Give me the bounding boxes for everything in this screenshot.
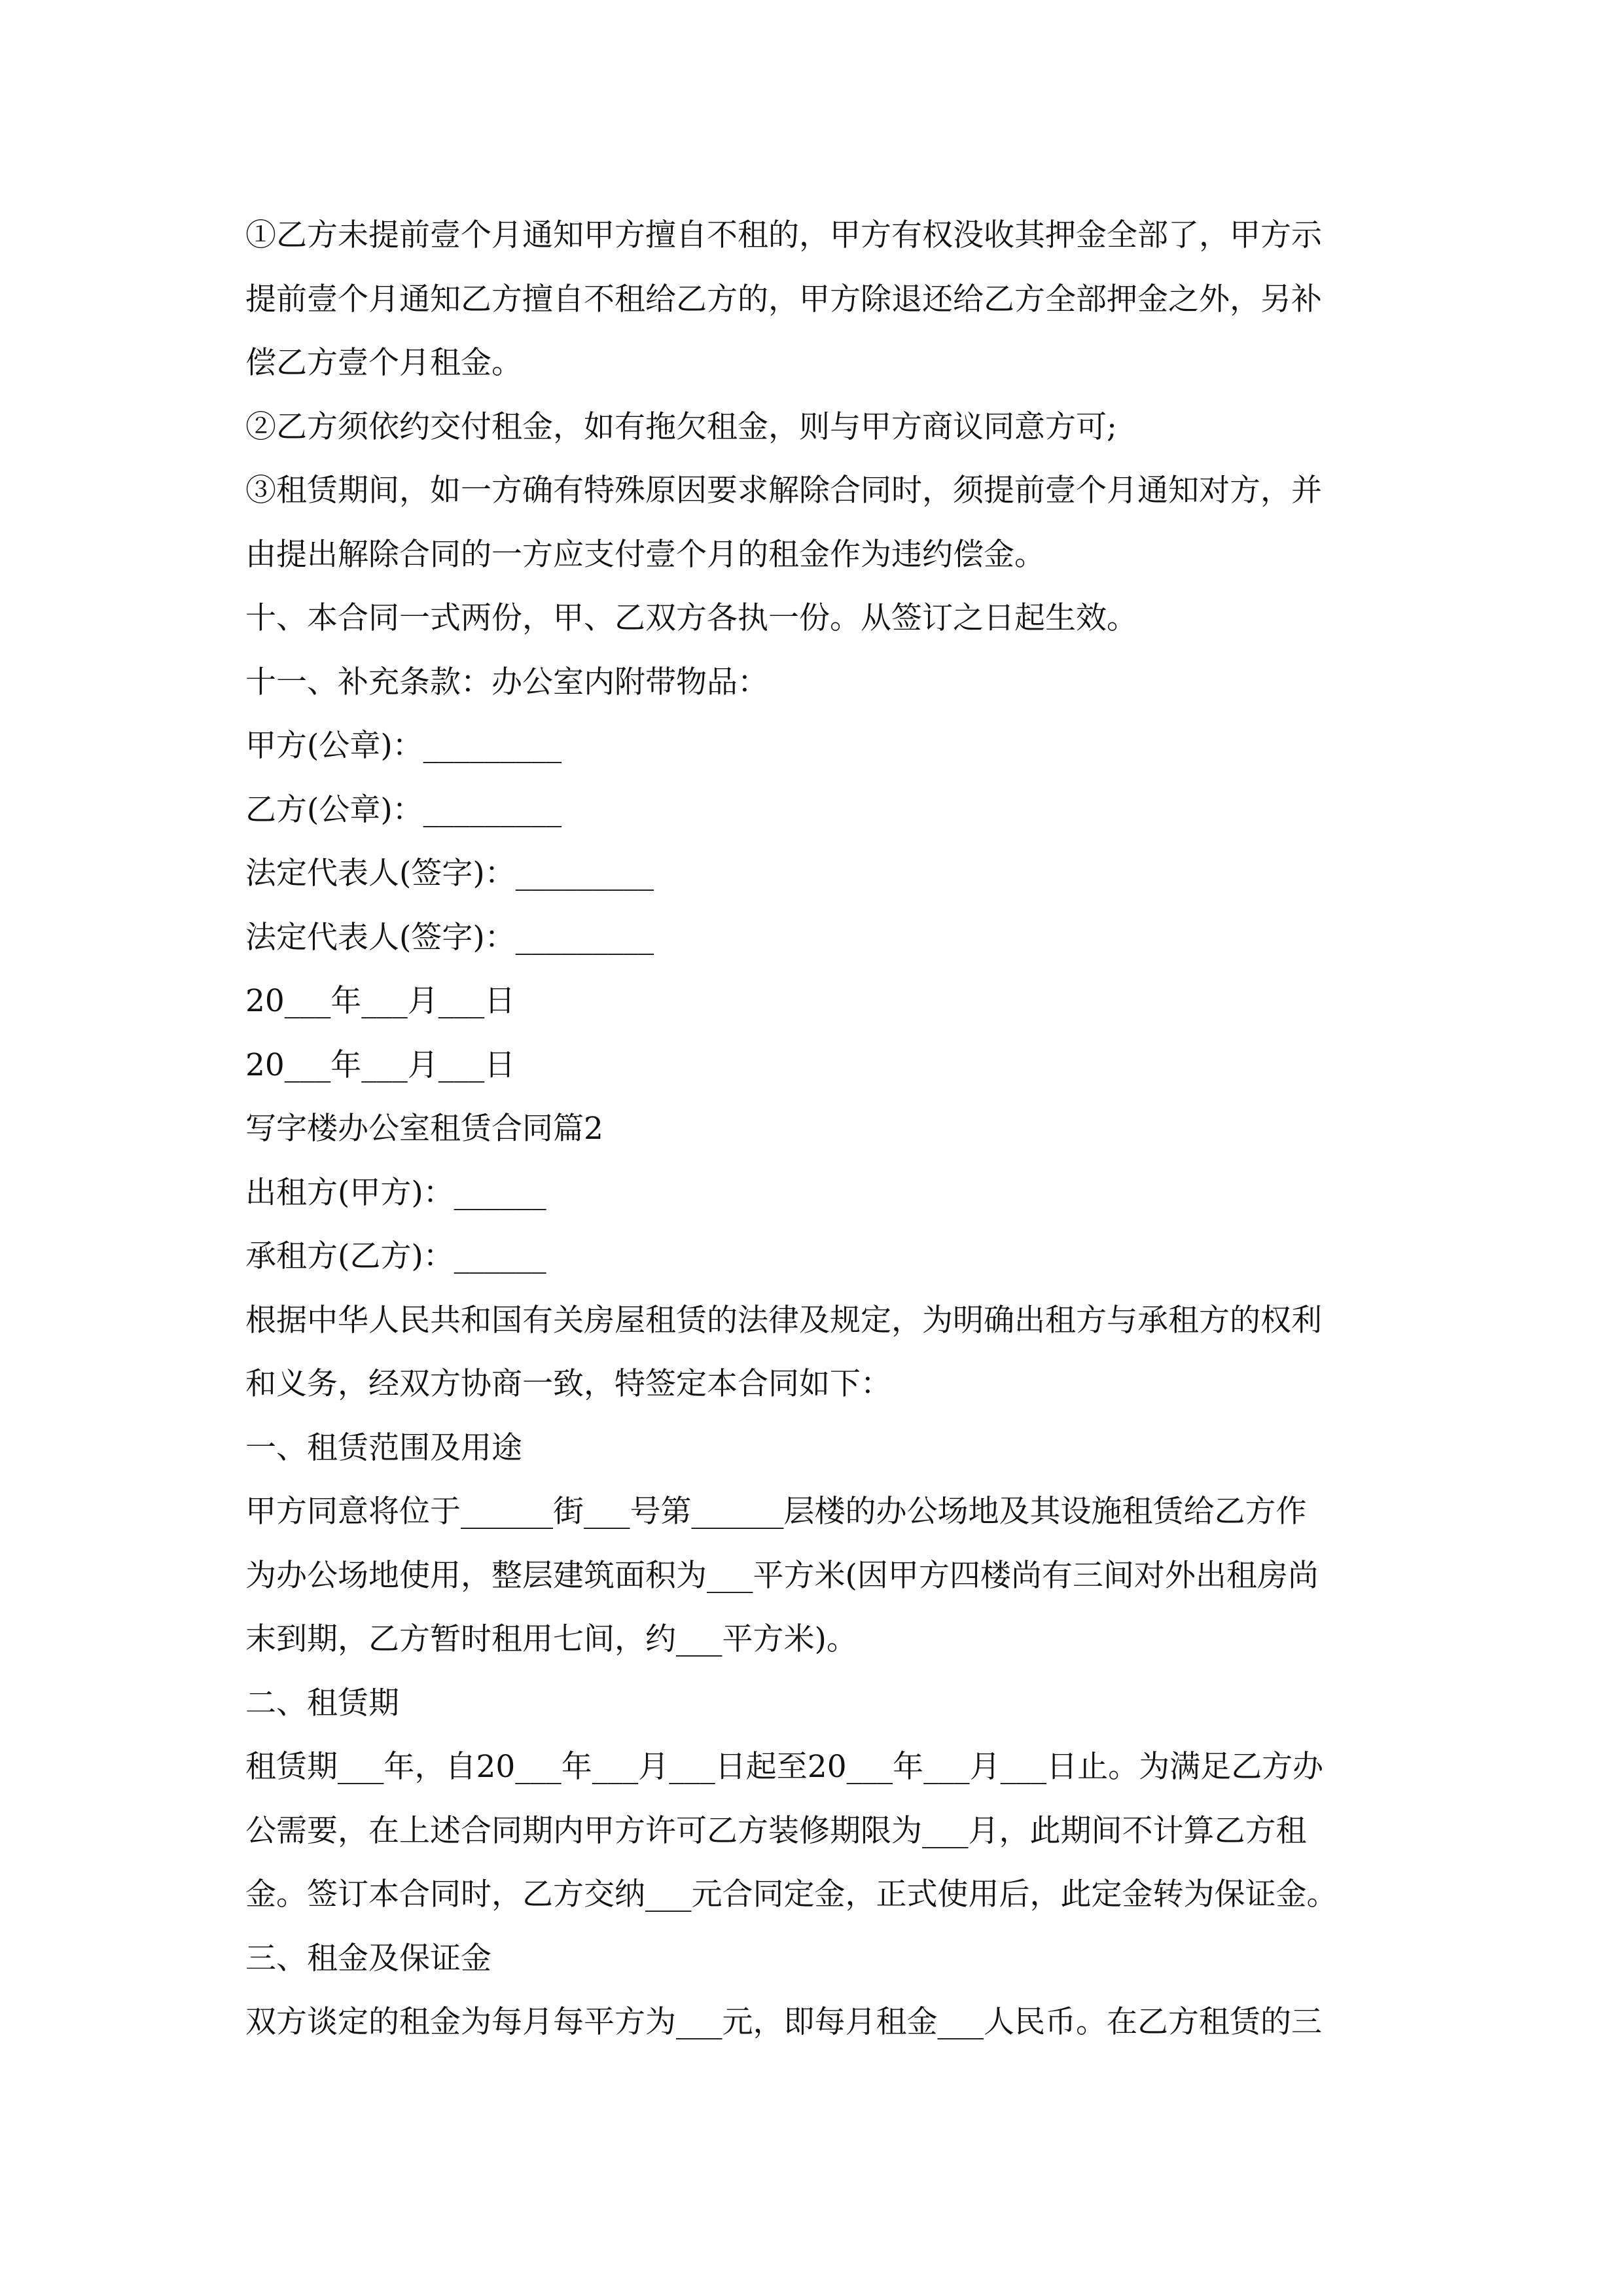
- clause-heading: 二、租赁期: [245, 1685, 399, 1721]
- party-line: 承租方(乙方)：______: [245, 1238, 546, 1274]
- text-line: ②乙方须依约交付租金，如有拖欠租金，则与甲方商议同意方可;: [245, 408, 1117, 445]
- text-line: 十、本合同一式两份，甲、乙双方各执一份。从签订之日起生效。: [245, 600, 1137, 636]
- text-line: 由提出解除合同的一方应支付壹个月的租金作为违约偿金。: [245, 536, 1045, 573]
- text-line: 公需要，在上述合同期内甲方许可乙方装修期限为___月，此期间不计算乙方租: [245, 1812, 1307, 1849]
- text-line: 和义务，经双方协商一致，特签定本合同如下：: [245, 1366, 891, 1402]
- clause-heading: 三、租金及保证金: [245, 1940, 491, 1977]
- party-line: 出租方(甲方)：______: [245, 1174, 546, 1211]
- text-line: 甲方同意将位于______街___号第______层楼的办公场地及其设施租赁给乙方作: [245, 1494, 1307, 1530]
- text-line: 双方谈定的租金为每月每平方为___元，即每月租金___人民币。在乙方租赁的三: [245, 2004, 1322, 2040]
- signature-line: 甲方(公章)：_________: [245, 728, 562, 764]
- text-line: 末到期，乙方暂时租用七间，约___平方米)。: [245, 1621, 857, 1657]
- text-line: 金。签订本合同时，乙方交纳___元合同定金，正式使用后，此定金转为保证金。: [245, 1876, 1338, 1912]
- signature-line: 法定代表人(签字)：_________: [245, 855, 654, 891]
- signature-line: 乙方(公章)：_________: [245, 791, 562, 828]
- text-line: 根据中华人民共和国有关房屋租赁的法律及规定，为明确出租方与承租方的权利: [245, 1302, 1322, 1338]
- document-body: [245, 204, 1394, 2054]
- text-line: 提前壹个月通知乙方擅自不租给乙方的，甲方除退还给乙方全部押金之外，另补: [245, 281, 1322, 317]
- date-line: 20___年___月___日: [245, 983, 516, 1019]
- date-line: 20___年___月___日: [245, 1047, 516, 1083]
- text-line: 租赁期___年，自20___年___月___日起至20___年___月___日止。为满足乙方办: [245, 1749, 1324, 1785]
- signature-line: 法定代表人(签字)：_________: [245, 919, 654, 956]
- clause-heading: 一、租赁范围及用途: [245, 1429, 522, 1466]
- text-line: 为办公场地使用，整层建筑面积为___平方米(因甲方四楼尚有三间对外出租房尚: [245, 1557, 1319, 1594]
- text-line: ③租赁期间，如一方确有特殊原因要求解除合同时，须提前壹个月通知对方，并: [245, 473, 1322, 509]
- section-title: 写字楼办公室租赁合同篇2: [245, 1111, 603, 1147]
- text-line: ①乙方未提前壹个月通知甲方擅自不租的，甲方有权没收其押金全部了，甲方示: [245, 217, 1322, 253]
- text-line: 十一、补充条款：办公室内附带物品：: [245, 664, 768, 700]
- text-line: 偿乙方壹个月租金。: [245, 345, 522, 381]
